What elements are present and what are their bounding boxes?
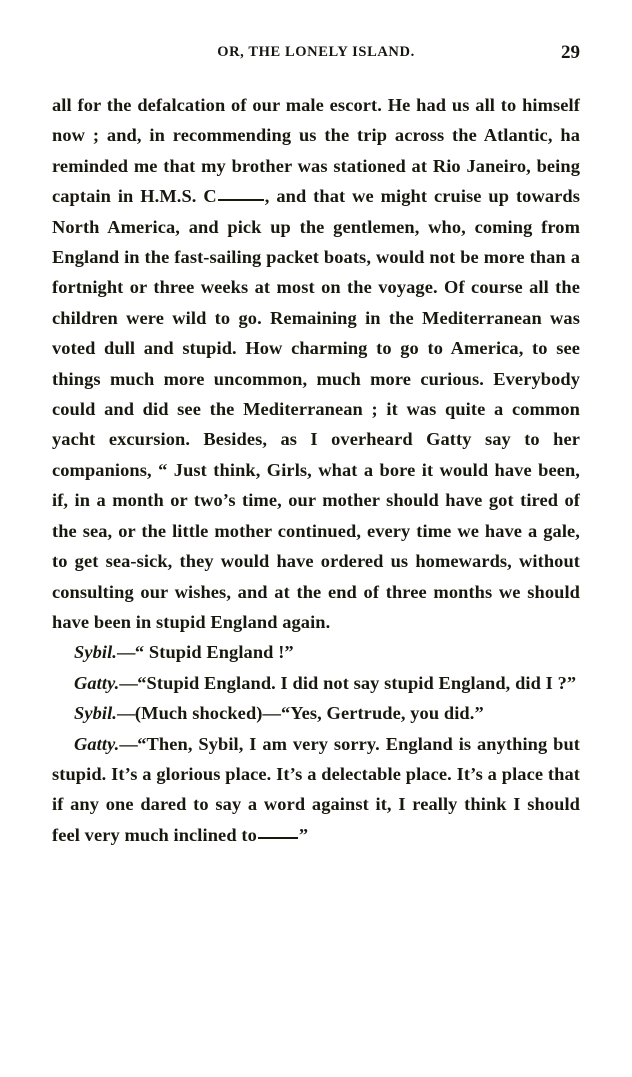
dialogue-line-sybil-2 bbox=[52, 698, 580, 728]
dialogue-line-sybil-1 bbox=[52, 637, 580, 667]
paragraph-text: all for the defalcation of our male escort. He had us all to himself now ; and, in recommending us the trip across the Atlantic, ha reminded me that my brother was stationed at Rio Janeiro, being captain in H.M.S. C bbox=[52, 95, 580, 207]
page-number: 29 bbox=[561, 42, 580, 63]
page-body bbox=[52, 90, 580, 850]
running-head-title: OR, THE LONELY ISLAND. bbox=[217, 44, 415, 60]
speaker-dash: — bbox=[119, 733, 138, 754]
speaker-label: Gatty. bbox=[74, 733, 120, 754]
em-dash-rule bbox=[218, 199, 264, 201]
speaker-dash: — bbox=[117, 642, 135, 663]
dialogue-text: “Stupid England. I did not say stupid England, did I ?” bbox=[137, 672, 577, 693]
dialogue-text: “Then, Sybil, I am very sorry. England is anything but stupid. It’s a glorious place. It’s a delectable place. It’s a place that if any one dared to say a word against it, I really think I should feel very much inclined to bbox=[52, 733, 580, 845]
speaker-label: Gatty. bbox=[74, 672, 120, 693]
speaker-label: Sybil. bbox=[74, 703, 118, 724]
closing-quote: ” bbox=[298, 824, 309, 845]
paragraph-opening bbox=[52, 90, 580, 637]
dialogue-line-gatty-2 bbox=[52, 729, 580, 851]
running-head bbox=[52, 44, 580, 70]
dialogue-text: (Much shocked)—“Yes, Gertrude, you did.” bbox=[134, 703, 484, 724]
speaker-label: Sybil. bbox=[74, 642, 118, 663]
dialogue-line-gatty-1 bbox=[52, 668, 580, 698]
speaker-dash: — bbox=[119, 672, 138, 693]
em-dash-rule-end bbox=[258, 837, 298, 839]
dialogue-text: “ Stupid England !” bbox=[134, 642, 294, 663]
paragraph-text-cont: , and that we might cruise up towards North America, and pick up the gentlemen, who, coming from England in the fast-sailing packet boats, would not be more than a fortnight or three weeks at most on the voyage. Of course all the children were wild to go. Remaining in the Mediterranean was voted dull and stupid. How charming to go to America, to see things much more uncommon, much more curious. Everybody could and did see the Mediterranean ; it was quite a common yacht excursion. Besides, as I overheard Gatty say to her companions, “ Just think, Girls, what a bore it would have been, if, in a month or two’s time, our mother should have got tired of the sea, or the little mother continued, every time we have a gale, to get sea-sick, they would have ordered us homewards, without consulting our wishes, and at the end of three months we should have been in stupid England again. bbox=[52, 186, 580, 632]
speaker-dash: — bbox=[117, 703, 135, 724]
